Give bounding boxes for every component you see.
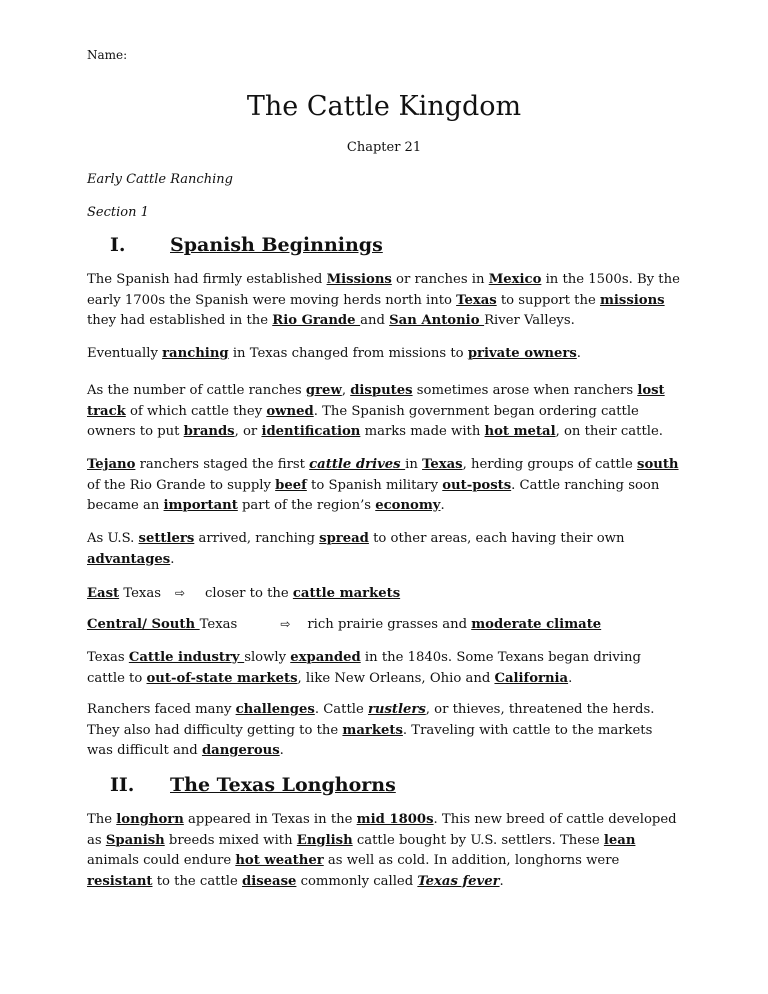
- key-term: resistant: [87, 873, 153, 889]
- text-run: , herding groups of cattle: [462, 457, 638, 472]
- text-run: The: [87, 812, 117, 827]
- text-run: in: [405, 457, 423, 472]
- key-term: Texas fever: [417, 873, 500, 889]
- arrow-right-icon: ⇨: [280, 617, 291, 631]
- text-run: in Texas changed from missions to: [228, 346, 468, 361]
- key-term: Texas: [456, 292, 497, 308]
- key-term: private owners: [467, 346, 577, 361]
- section-heading-text: The Texas Longhorns: [170, 774, 396, 796]
- key-term: mid 1800s: [356, 812, 434, 827]
- text-run: ranchers staged the first: [135, 457, 310, 472]
- advantage-text-bold: moderate climate: [471, 617, 602, 632]
- key-term: spread: [319, 531, 369, 546]
- paragraph: [87, 270, 682, 332]
- paragraph: [87, 648, 682, 689]
- paragraph: [87, 344, 682, 365]
- key-term: Cattle industry: [128, 650, 245, 665]
- region-bold: Central/ South: [87, 617, 200, 632]
- key-term: Missions: [326, 272, 392, 287]
- key-term: ranching: [162, 346, 229, 361]
- text-run: . Traveling with cattle to the markets was difficult and: [87, 722, 653, 758]
- text-run: appeared in Texas in the: [183, 812, 357, 827]
- key-term: Spanish: [105, 832, 165, 848]
- key-term: out-posts: [442, 477, 512, 493]
- chapter-label: Chapter 21: [346, 140, 422, 155]
- advantage-text-bold: cattle markets: [292, 586, 401, 601]
- key-term: hot weather: [235, 853, 324, 868]
- key-term: missions: [599, 292, 665, 308]
- arrow-right-icon: ⇨: [174, 586, 186, 600]
- key-term: disease: [242, 873, 297, 889]
- name-label: Name:: [87, 48, 128, 62]
- key-term: Rio Grande: [272, 313, 361, 328]
- section-heading-1: [110, 234, 383, 256]
- key-term: owned: [266, 403, 314, 419]
- text-run: .: [568, 670, 573, 686]
- text-run: sometimes arose when ranchers: [412, 383, 638, 398]
- text-run: ,: [341, 383, 351, 398]
- text-run: , or: [234, 424, 262, 439]
- text-run: , on their cattle.: [555, 424, 663, 439]
- region-rest: Texas: [199, 617, 238, 632]
- text-run: . Cattle: [314, 702, 368, 717]
- text-run: As U.S.: [87, 531, 139, 546]
- text-run: part of the region’s: [237, 498, 376, 513]
- key-term: expanded: [290, 650, 361, 665]
- text-run: Eventually: [87, 346, 163, 361]
- text-run: to the cattle: [152, 873, 242, 889]
- key-term: California: [494, 670, 569, 686]
- text-run: River Valleys.: [484, 313, 575, 328]
- text-run: .: [576, 346, 581, 361]
- key-term: San Antonio: [389, 313, 485, 328]
- section-label: Section 1: [87, 205, 149, 220]
- text-run: in the 1840s. Some Texans began driving cattle to: [87, 650, 641, 686]
- text-run: cattle bought by U.S. settlers. These: [352, 832, 604, 848]
- page-title: The Cattle Kingdom: [246, 91, 522, 122]
- key-term: lost track: [87, 383, 665, 419]
- text-run: .: [279, 743, 284, 758]
- key-term: challenges: [235, 702, 315, 717]
- section-heading-2: [110, 774, 396, 796]
- key-term: advantages: [87, 551, 171, 567]
- text-run: arrived, ranching: [194, 531, 320, 546]
- region-rest: Texas: [119, 586, 161, 601]
- advantage-text: closer to the: [205, 586, 293, 601]
- text-run: . Cattle ranching soon became an: [87, 477, 660, 513]
- text-run: to support the: [496, 292, 600, 308]
- paragraph: [87, 455, 682, 517]
- key-term: beef: [275, 477, 307, 493]
- key-term: south: [637, 457, 679, 472]
- paragraph: [87, 810, 682, 892]
- key-term: identification: [261, 424, 361, 439]
- text-run: Ranchers faced many: [87, 702, 236, 717]
- text-run: of which cattle they: [125, 403, 267, 419]
- key-term: hot metal: [484, 424, 556, 439]
- text-run: and: [360, 313, 390, 328]
- text-run: commonly called: [296, 873, 418, 889]
- key-term: important: [163, 498, 238, 513]
- key-term: Tejano: [87, 457, 136, 472]
- text-run: to Spanish military: [306, 477, 443, 493]
- region-bold: East: [87, 586, 120, 601]
- key-term: Mexico: [488, 272, 542, 287]
- text-run: The Spanish had firmly established: [87, 272, 327, 287]
- key-term: disputes: [350, 383, 413, 398]
- text-run: As the number of cattle ranches: [87, 383, 306, 398]
- subtitle: Early Cattle Ranching: [87, 172, 233, 187]
- key-term: rustlers: [367, 702, 426, 717]
- text-run: of the Rio Grande to supply: [87, 477, 276, 493]
- key-term: out-of-state markets: [146, 670, 298, 686]
- key-term: dangerous: [201, 743, 280, 758]
- text-run: , or thieves, threatened the herds. They also had difficulty getting to the: [87, 702, 655, 738]
- key-term: brands: [183, 424, 235, 439]
- text-run: .: [440, 498, 445, 513]
- key-term: longhorn: [116, 812, 184, 827]
- text-run: . This new breed of cattle developed as: [87, 812, 677, 848]
- key-term: economy: [375, 498, 441, 513]
- key-term: English: [296, 832, 353, 848]
- key-term: Texas: [422, 457, 463, 472]
- advantage-row-east: [87, 583, 400, 604]
- advantage-text: rich prairie grasses and: [307, 617, 472, 632]
- text-run: as well as cold. In addition, longhorns were: [323, 853, 620, 868]
- key-term: cattle drives: [309, 457, 406, 472]
- text-run: . The Spanish government began ordering cattle owners to put: [87, 403, 639, 439]
- text-run: .: [170, 551, 175, 567]
- key-term: markets: [342, 722, 403, 738]
- paragraph: [87, 700, 682, 762]
- text-run: slowly: [244, 650, 291, 665]
- text-run: marks made with: [360, 424, 485, 439]
- section-heading-text: Spanish Beginnings: [170, 234, 383, 256]
- text-run: to other areas, each having their own: [368, 531, 625, 546]
- key-term: lean: [603, 832, 636, 848]
- paragraph: [87, 529, 682, 570]
- text-run: in the 1500s. By the early 1700s the Spanish were moving herds north into: [87, 272, 680, 308]
- section-numeral: I.: [110, 234, 126, 256]
- text-run: or ranches in: [391, 272, 489, 287]
- key-term: settlers: [138, 531, 195, 546]
- text-run: .: [499, 873, 504, 889]
- advantage-row-central-south: [87, 614, 601, 635]
- text-run: they had established in the: [87, 313, 273, 328]
- paragraph: [87, 381, 682, 443]
- key-term: grew: [305, 383, 342, 398]
- text-run: Texas: [87, 650, 129, 665]
- text-run: animals could endure: [87, 853, 236, 868]
- section-numeral: II.: [110, 774, 135, 796]
- text-run: breeds mixed with: [164, 832, 297, 848]
- text-run: , like New Orleans, Ohio and: [297, 670, 495, 686]
